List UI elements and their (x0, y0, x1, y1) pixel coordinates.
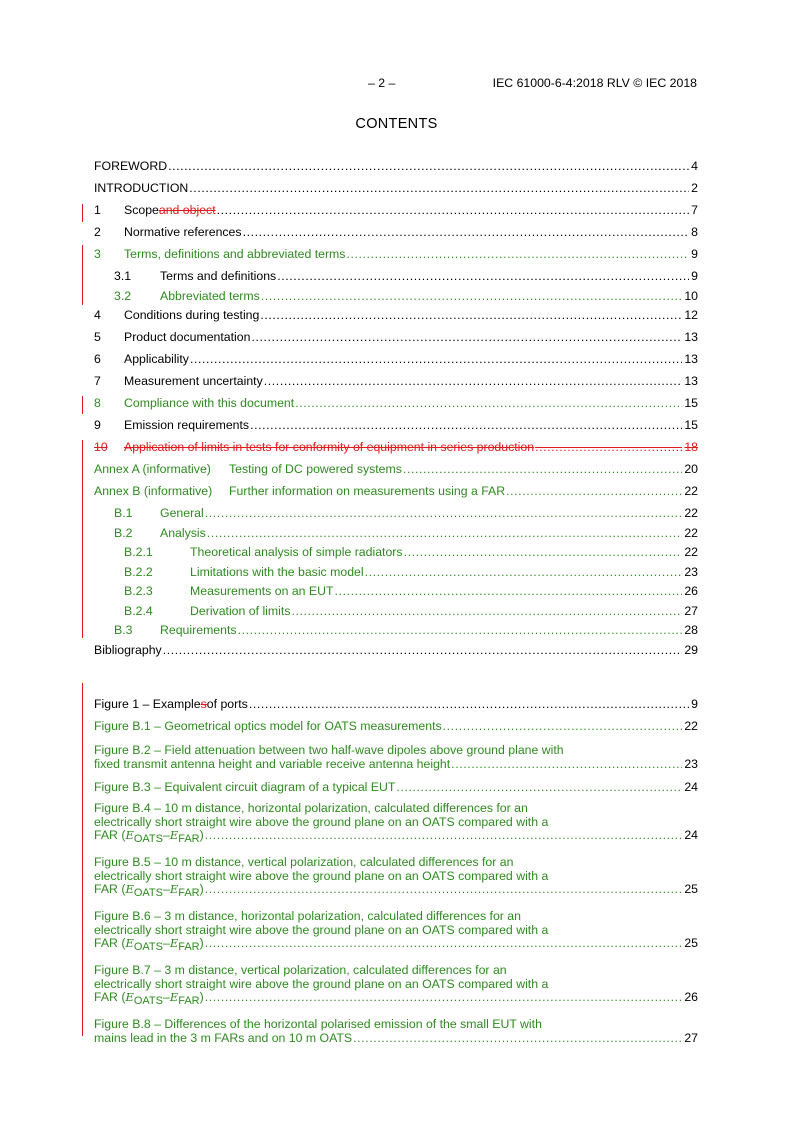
figure-caption-end: of ports (206, 697, 248, 711)
dot-leader (189, 180, 689, 196)
toc-label: INTRODUCTION (94, 181, 189, 195)
change-bar (82, 204, 83, 222)
toc-page: 10 (684, 288, 698, 303)
toc-number: 6 (94, 352, 101, 366)
figure-page: 9 (691, 697, 698, 711)
toc-page: 12 (684, 308, 698, 322)
dot-leader (451, 758, 682, 772)
figure-page: 23 (684, 756, 698, 771)
formula-e: E (169, 828, 179, 842)
toc-page: 9 (691, 247, 698, 261)
dot-leader (249, 698, 689, 712)
toc-page: 8 (691, 225, 698, 239)
toc-page: 4 (691, 159, 698, 173)
toc-label: Product documentation (124, 330, 251, 344)
formula-minus: – (162, 828, 170, 842)
toc-number: B.1 (114, 506, 133, 520)
formula-minus: – (162, 882, 170, 896)
figure-page: 25 (684, 882, 698, 896)
toc-number: 10 (94, 440, 108, 454)
toc-label: FOREWORD (94, 159, 168, 173)
toc-entry-2[interactable] (94, 224, 698, 246)
toc-entry-b-3[interactable] (94, 622, 698, 642)
figure-caption-line: Figure B.5 – 10 m distance, vertical polarization, calculated differences for an (94, 855, 514, 869)
toc-number: B.2.2 (124, 564, 153, 579)
figure-caption-line: electrically short straight wire above the ground plane on an OATS compared with a (94, 814, 549, 829)
toc-entry-5[interactable] (94, 329, 698, 351)
figure-caption: Figure 1 – Example (94, 697, 201, 711)
figure-caption: Figure B.1 – Geometrical optics model for OATS measurements (94, 719, 442, 733)
toc-page: 2 (691, 181, 698, 195)
figure-caption: Figure B.3 – Equivalent circuit diagram of a typical EUT (94, 780, 396, 794)
figure-entry-b-3[interactable] (94, 781, 698, 801)
dot-leader (264, 373, 683, 389)
toc-number: 2 (94, 225, 101, 239)
toc-label: Further information on measurements using a FAR (229, 484, 506, 498)
dot-leader (260, 307, 682, 323)
contents-title: CONTENTS (355, 116, 438, 132)
figure-caption: FAR ( (94, 990, 126, 1004)
toc-number: B.2.4 (124, 603, 153, 618)
formula-e: E (125, 936, 134, 950)
toc-entry-7[interactable] (94, 373, 698, 395)
toc-entry-10-deleted[interactable] (94, 439, 698, 461)
deleted-text: s (200, 697, 207, 711)
change-bar (82, 440, 83, 638)
figure-caption-line: electrically short straight wire above the ground plane on an OATS compared with a (94, 868, 549, 883)
toc-number: B.2.3 (124, 584, 153, 598)
dot-leader (295, 395, 682, 411)
toc-entry-3-2[interactable] (94, 288, 698, 308)
formula-e: E (125, 990, 134, 1004)
toc-label: Application of limits in tests for conformity of equipment in series production (124, 440, 535, 454)
toc-number: B.2 (114, 525, 133, 540)
formula-close: ) (199, 990, 204, 1004)
toc-page: 22 (684, 545, 698, 559)
toc-page: 27 (684, 603, 698, 618)
figure-entry-1[interactable] (94, 698, 698, 720)
dot-leader (506, 483, 682, 499)
toc-label: Terms and definitions (160, 269, 277, 283)
dot-leader (277, 268, 689, 284)
dot-leader (251, 329, 682, 345)
toc-entry-6[interactable] (94, 351, 698, 373)
dot-leader (168, 158, 689, 174)
formula-oats: OATS (133, 941, 163, 953)
toc-entry-3-1[interactable] (94, 268, 698, 288)
figure-caption: mains lead in the 3 m FARs and on 10 m OATS (94, 1030, 353, 1045)
toc-label: Analysis (160, 525, 206, 540)
toc-entry-bibliography[interactable] (94, 642, 698, 662)
dot-leader (243, 224, 690, 240)
toc-number: 9 (94, 418, 101, 432)
toc-entry-annex-b[interactable] (94, 483, 698, 505)
dot-leader (217, 202, 690, 218)
figure-page: 25 (684, 936, 698, 950)
toc-label: Limitations with the basic model (190, 564, 364, 579)
toc-page: 26 (684, 584, 698, 598)
toc-label: Measurement uncertainty (124, 374, 263, 388)
toc-number: 3.1 (114, 269, 132, 283)
toc-label: Measurements on an EUT (190, 584, 334, 598)
dot-leader (443, 720, 683, 734)
dot-leader (535, 439, 682, 455)
figure-page: 26 (684, 990, 698, 1004)
formula-e: E (125, 882, 134, 896)
toc-entry-3[interactable] (94, 246, 698, 268)
formula-e: E (169, 936, 179, 950)
dot-leader (205, 991, 683, 1005)
toc-entry-b-2[interactable] (94, 525, 698, 545)
figure-page: 22 (684, 719, 698, 733)
toc-label: Compliance with this document (124, 396, 295, 410)
page-header (0, 76, 793, 92)
formula-close: ) (199, 828, 204, 842)
toc-entry-9[interactable] (94, 417, 698, 439)
formula-far: FAR (178, 995, 200, 1007)
toc-page: 28 (684, 623, 698, 637)
toc-page: 29 (684, 642, 698, 657)
toc-page: 22 (684, 525, 698, 540)
figure-entry-b-8[interactable] (94, 1017, 698, 1052)
toc-number: 5 (94, 330, 101, 344)
dot-leader (365, 564, 683, 580)
change-bar (82, 396, 83, 414)
toc-entry-b-1[interactable] (94, 505, 698, 525)
toc-label: Terms, definitions and abbreviated terms (124, 247, 346, 261)
dot-leader (353, 1032, 682, 1046)
toc-page: 15 (684, 396, 698, 410)
formula-oats: OATS (133, 833, 163, 845)
toc-number: 1 (94, 203, 101, 217)
dot-leader (250, 417, 682, 433)
toc-label: Scope (124, 203, 159, 217)
toc-entry-annex-a[interactable] (94, 461, 698, 483)
change-bar (82, 683, 83, 1036)
figure-caption: FAR ( (94, 828, 126, 842)
toc-entry-b-2-3[interactable] (94, 583, 698, 603)
toc-number: 7 (94, 374, 101, 388)
figure-caption: fixed transmit antenna height and variable receive antenna height (94, 756, 451, 771)
formula-oats: OATS (133, 995, 163, 1007)
toc-number: B.2.1 (124, 545, 153, 559)
toc-label: Conditions during testing (124, 308, 260, 322)
toc-page: 22 (684, 506, 698, 520)
formula-e: E (169, 990, 179, 1004)
dot-leader (205, 829, 683, 843)
toc-number: 8 (94, 396, 101, 410)
toc-page: 23 (684, 564, 698, 579)
toc-entry-b-2-4[interactable] (94, 603, 698, 623)
dot-leader (335, 583, 683, 599)
figure-entry-b-4[interactable] (94, 801, 698, 855)
toc-page: 7 (691, 203, 698, 217)
figure-entry-b-1[interactable] (94, 720, 698, 742)
figure-caption: FAR ( (94, 882, 126, 896)
toc-number: B.3 (114, 623, 133, 637)
toc-label: Bibliography (94, 642, 162, 657)
toc-page: 22 (684, 484, 698, 498)
formula-close: ) (199, 882, 204, 896)
dot-leader (261, 288, 683, 304)
figure-entry-b-2[interactable] (94, 742, 698, 781)
document-id: IEC 61000-6-4:2018 RLV © IEC 2018 (492, 76, 697, 90)
toc-number: Annex B (informative) (94, 484, 213, 498)
figure-caption-line: Figure B.6 – 3 m distance, horizontal polarization, calculated differences for an (94, 909, 521, 923)
toc-label: Derivation of limits (190, 603, 291, 618)
formula-far: FAR (178, 833, 200, 845)
toc-entry-b-2-2[interactable] (94, 564, 698, 584)
figure-caption-line: Figure B.2 – Field attenuation between two half-wave dipoles above ground plane with (94, 743, 564, 757)
formula-minus: – (162, 936, 170, 950)
toc-entry-foreword[interactable] (94, 158, 698, 180)
toc-page: 15 (684, 418, 698, 432)
dot-leader (291, 603, 682, 619)
figure-page: 24 (684, 780, 698, 794)
toc-number: 3 (94, 247, 101, 261)
figure-entry-b-7[interactable] (94, 963, 698, 1017)
figure-caption-line: Figure B.4 – 10 m distance, horizontal polarization, calculated differences for an (94, 801, 528, 815)
formula-far: FAR (178, 887, 200, 899)
table-of-contents (94, 158, 698, 1052)
dot-leader (346, 246, 689, 262)
figure-caption: FAR ( (94, 936, 126, 950)
formula-minus: – (162, 990, 170, 1004)
toc-number: Annex A (informative) (94, 462, 211, 476)
figure-entry-b-5[interactable] (94, 855, 698, 909)
dot-leader (205, 937, 683, 951)
change-bar (82, 245, 83, 305)
dot-leader (205, 505, 683, 521)
toc-page: 13 (684, 352, 698, 366)
toc-label: Abbreviated terms (160, 288, 260, 303)
dot-leader (404, 544, 683, 560)
toc-label: Theoretical analysis of simple radiators (190, 545, 403, 559)
toc-page: 9 (691, 269, 698, 283)
formula-close: ) (199, 936, 204, 950)
figure-page: 27 (684, 1030, 698, 1045)
dot-leader (190, 351, 682, 367)
dot-leader (238, 622, 683, 638)
toc-label: Applicability (124, 352, 189, 366)
dot-leader (163, 642, 683, 658)
figure-entry-b-6[interactable] (94, 909, 698, 963)
dot-leader (403, 461, 682, 477)
toc-label: Requirements (160, 623, 237, 637)
formula-e: E (169, 882, 179, 896)
toc-entry-4[interactable] (94, 307, 698, 329)
dot-leader (207, 525, 683, 541)
toc-entry-8[interactable] (94, 395, 698, 417)
toc-label: Emission requirements (124, 418, 250, 432)
page-number: – 2 – (368, 76, 396, 90)
figure-caption-line: electrically short straight wire above the ground plane on an OATS compared with a (94, 976, 549, 991)
figure-caption-line: Figure B.8 – Differences of the horizontal polarised emission of the small EUT with (94, 1017, 542, 1031)
toc-page: 20 (684, 462, 698, 476)
formula-oats: OATS (133, 887, 163, 899)
dot-leader (205, 883, 683, 897)
toc-page: 13 (684, 330, 698, 344)
toc-label: General (160, 506, 204, 520)
dot-leader (396, 781, 682, 795)
toc-page: 13 (684, 374, 698, 388)
figure-caption-line: electrically short straight wire above the ground plane on an OATS compared with a (94, 922, 549, 937)
formula-e: E (125, 828, 134, 842)
toc-number: 4 (94, 308, 101, 322)
figure-caption-line: Figure B.7 – 3 m distance, vertical polarization, calculated differences for an (94, 963, 507, 977)
toc-entry-b-2-1[interactable] (94, 544, 698, 564)
toc-number: 3.2 (114, 288, 132, 303)
toc-entry-1[interactable] (94, 202, 698, 224)
toc-label: Normative references (124, 225, 242, 239)
figure-page: 24 (684, 828, 698, 842)
toc-entry-introduction[interactable] (94, 180, 698, 202)
formula-far: FAR (178, 941, 200, 953)
toc-page: 18 (684, 440, 698, 454)
toc-label: Testing of DC powered systems (229, 462, 402, 476)
deleted-text: and object (158, 203, 216, 217)
